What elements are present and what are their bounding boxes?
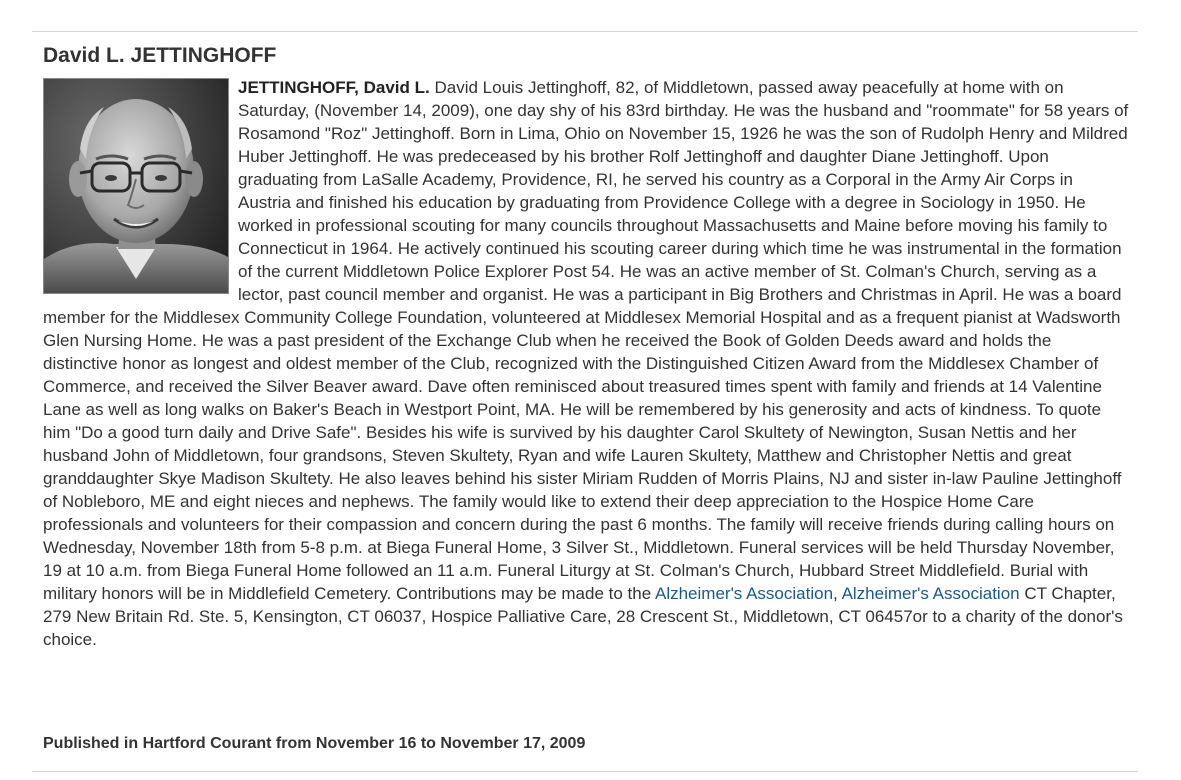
obituary-title: David L. JETTINGHOFF <box>43 44 277 67</box>
portrait-image <box>44 79 228 293</box>
obituary-body <box>43 76 1129 651</box>
obituary-text: David Louis Jettinghoff, 82, of Middletown, passed away peacefully at home with on Saturday, (November 14, 2009), one day shy of his 83rd birthday. He was the husband and "roommate" for 58 years of Rosamond "Roz" Jettinghoff. Born in Lima, Ohio on November 15, 1926 he was the son of Rudolph Henry and Mildred Huber Jettinghoff. He was predeceased by his brother Rolf Jettinghoff and daughter Diane Jettinghoff. Upon graduating from LaSalle Academy, Providence, RI, he served his country as a Corporal in the Army Air Corps in Austria and finished his education by graduating from Providence College with a degree in Sociology in 1950. He worked in professional scouting for many councils throughout Massachusetts and Maine before moving his family to Connecticut in 1964. He actively continued his scouting career during which time he was instrumental in the formation of the current Middletown Police Explorer Post 54. He was an active member of St. Colman's Church, serving as a lector, past council member and organist. He was a participant in Big Brothers and Christmas in April. He was a board member for the Middlesex Community College Foundation, volunteered at Middlesex Memorial Hospital and as a frequent pianist at Wadsworth Glen Nursing Home. He was a past president of the Exchange Club when he received the Book of Golden Deeds award and holds the distinctive honor as longest and oldest member of the Club, recognized with the Distinguished Citizen Award from the Middlesex Chamber of Commerce, and received the Silver Beaver award. Dave often reminisced about treasured times spent with family and friends at 14 Valentine Lane as well as long walks on Baker's Beach in Westport Point, MA. He will be remembered by his generosity and acts of kindness. To quote him "Do a good turn daily and Drive Safe". Besides his wife is survived by his daughter Carol Skultety of Newington, Susan Nettis and her husband John of Middletown, four grandsons, Steven Skultety, Ryan and wife Lauren Skultety, Matthew and Christopher Nettis and great granddaughter Skye Madison Skultety. He also leaves behind his sister Miriam Rudden of Morris Plains, NJ and sister in-law Pauline Jettinghoff of Nobleboro, ME and eight nieces and nephews. The family would like to extend their deep appreciation to the Hospice Home Care professionals and volunteers for their compassion and concern during the past 6 months. The family will receive friends during calling hours on Wednesday, November 18th from 5-8 p.m. at Biega Funeral Home, 3 Silver St., Middletown. Funeral services will be held Thursday November, 19 at 10 a.m. from Biega Funeral Home followed an 11 a.m. Funeral Liturgy at St. Colman's Church, Hubbard Street Middlefield. Burial with military honors will be in Middlefield Cemetery. Contributions may be made to the <box>43 78 1129 603</box>
alzheimers-association-link-2[interactable]: Alzheimer's Association <box>841 584 1020 603</box>
link-separator: , <box>833 584 838 603</box>
top-divider <box>32 31 1138 32</box>
obituary-closing-text: CT Chapter, 279 New Britain Rd. Ste. 5, Kensington, CT 06037, Hospice Palliative Care, 28 Crescent St., Middletown, CT 06457or to a charity of the donor's choice. <box>43 584 1123 649</box>
portrait-photo <box>43 78 229 294</box>
publication-info: Published in Hartford Courant from November 16 to November 17, 2009 <box>43 735 586 752</box>
obituary-lead-name: JETTINGHOFF, David L. <box>238 78 430 97</box>
alzheimers-association-link-1[interactable]: Alzheimer's Association <box>654 584 834 603</box>
bottom-divider <box>32 771 1138 772</box>
